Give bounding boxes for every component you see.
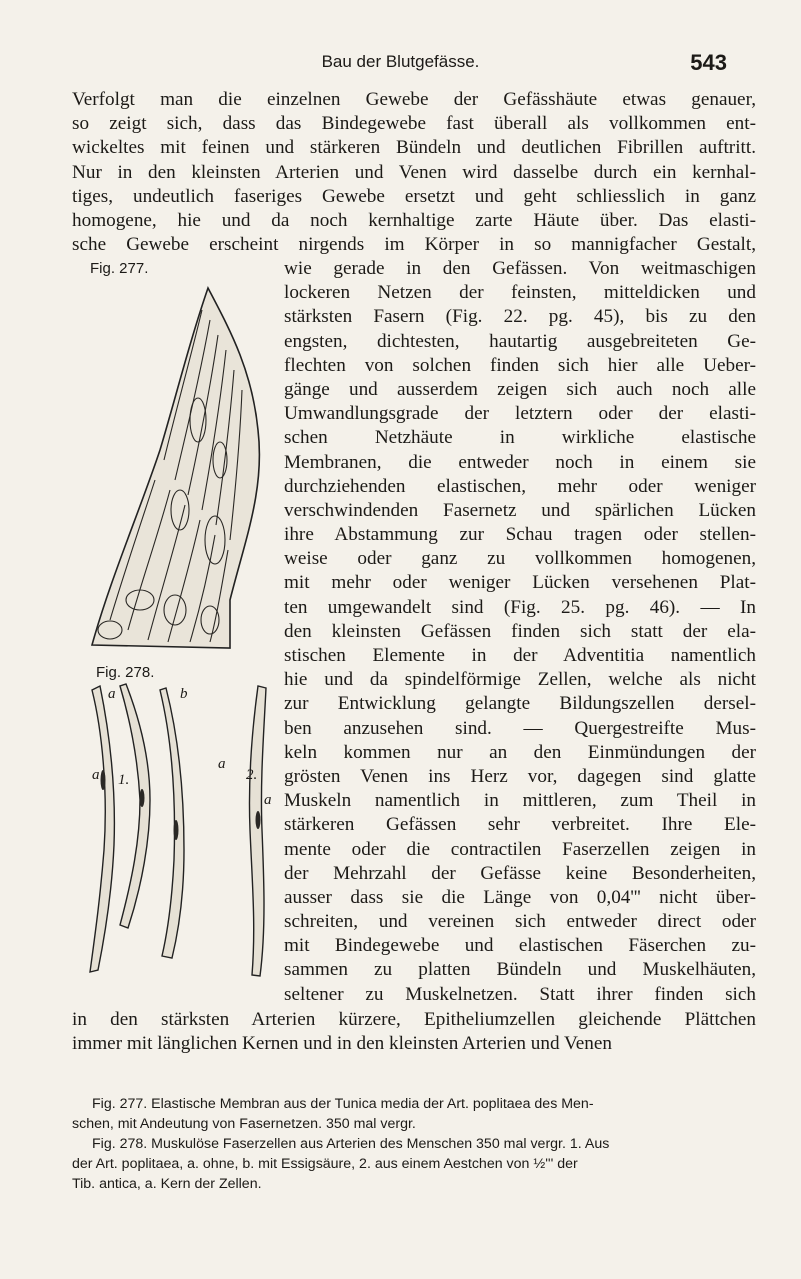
text-line: grösten Venen ins Herz vor, dagegen sind glatte (284, 765, 756, 787)
caption-277-line: Fig. 277. Elastische Membran aus der Tunica media der Art. poplitaea des Men- (92, 1096, 594, 1112)
text-line: ten umgewandelt sind (Fig. 25. pg. 46). — In (284, 596, 756, 618)
fig-278-label-1: 1. (118, 772, 130, 788)
text-line: mente oder die contractilen Faserzellen zeigen in (284, 838, 756, 860)
fig-278-illustration (80, 680, 280, 980)
text-line: immer mit länglichen Kernen und in den kleinsten Arterien und Venen (72, 1033, 612, 1055)
fiber-1-b (120, 684, 150, 928)
text-line: gänge und ausserdem zeigen sich auch noch alle (284, 378, 756, 400)
text-line: stärkeren Gefässen sehr verbreitet. Ihre Ele- (284, 814, 756, 836)
text-bottom (72, 1008, 756, 1056)
text-line: tiges, undeutlich faseriges Gewebe ersetzt und geht schliesslich in ganz (72, 185, 756, 207)
caption-278-line: Fig. 278. Muskulöse Faserzellen aus Arterien des Menschen 350 mal vergr. 1. Aus (92, 1136, 610, 1152)
fig-278-label-a-mid: a (218, 756, 226, 772)
text-line: zur Entwicklung gelangte Bildungszellen dersel- (284, 693, 756, 715)
text-line: sammen zu platten Bündeln und Muskelhäuten, (284, 959, 756, 981)
fiber-b (160, 688, 184, 958)
text-line: sche Gewebe erscheint nirgends im Körper in so mannigfacher Gestalt, (72, 234, 756, 256)
text-line: Nur in den kleinsten Arterien und Venen wird dasselbe durch ein kernhal- (72, 161, 756, 183)
fig-277-illustration (80, 280, 280, 670)
text-line: ihre Abstammung zur Schau tragen oder stellen- (284, 524, 756, 546)
fiber-a (90, 686, 114, 972)
text-line: Verfolgt man die einzelnen Gewebe der Gefässhäute etwas genauer, (72, 89, 756, 110)
fig-278-label-a-left: a (92, 767, 100, 783)
page-header (0, 52, 801, 82)
text-line: Muskeln namentlich in mittleren, zum Theil in (284, 790, 756, 812)
text-line: mit mehr oder weniger Lücken versehenen Plat- (284, 572, 756, 594)
text-line: Membranen, die entweder noch in einem sie (284, 451, 756, 473)
text-line: in den stärksten Arterien kürzere, Epitheliumzellen gleichende Plättchen (72, 1009, 756, 1030)
figure-captions (72, 1094, 756, 1194)
text-line: Umwandlungsgrade der letztern oder der elasti- (284, 403, 756, 425)
fig-278-label-a: a (108, 686, 116, 702)
text-line: engsten, dichtesten, hautartig ausgebreiteten Ge- (284, 330, 756, 352)
fig-277-label: Fig. 277. (90, 260, 149, 277)
text-line: keln kommen nur an den Einmündungen der (284, 741, 756, 763)
text-line: mit Bindegewebe und elastischen Fäserchen zu- (284, 935, 756, 957)
text-line: ben anzusehen sind. — Quergestreifte Mus- (284, 717, 756, 739)
text-line: wickeltes mit feinen und stärkeren Bündeln und deutlichen Fibrillen auftritt. (72, 137, 756, 159)
fiber-2 (249, 686, 266, 976)
caption-278-line: der Art. poplitaea, a. ohne, b. mit Essigsäure, 2. aus einem Aestchen von ½''' der (72, 1156, 578, 1172)
text-line: verschwindenden Fasernetz und spärlichen Lücken (284, 499, 756, 521)
text-line: weise oder ganz zu vollkommen homogenen, (284, 548, 756, 570)
text-line: stärksten Fasern (Fig. 22. pg. 45), bis zu den (284, 306, 756, 328)
text-line: schen Netzhäute in wirkliche elastische (284, 427, 756, 449)
text-line: flechten von solchen finden sich hier alle Ueber- (284, 354, 756, 376)
text-line: stischen Elemente in der Adventitia namentlich (284, 645, 756, 666)
text-line: hie und da spindelförmige Zellen, welche als nicht (284, 669, 756, 691)
fig-278-label-a-right: a (264, 792, 272, 808)
text-line: homogene, hie und da noch kernhaltige zarte Häute über. Das elasti- (72, 209, 756, 231)
text-line: der Mehrzahl der Gefässe keine Besonderheiten, (284, 862, 756, 884)
text-line: wie gerade in den Gefässen. Von weitmaschigen (284, 258, 756, 279)
fig-278-label-b: b (180, 686, 188, 702)
running-head: Bau der Blutgefässe. (321, 52, 480, 71)
text-line: durchziehenden elastischen, mehr oder weniger (284, 475, 756, 497)
page-number: 543 (690, 50, 727, 75)
caption-278-line: Tib. antica, a. Kern der Zellen. (72, 1176, 262, 1192)
text-wrap (284, 257, 756, 1007)
text-line: den kleinsten Gefässen finden sich statt der ela- (284, 620, 756, 642)
text-line: ausser dass sie die Länge von 0,04''' nicht über- (284, 886, 756, 908)
text-line: so zeigt sich, dass das Bindegewebe fast überall als vollkommen ent- (72, 113, 756, 135)
caption-277-line: schen, mit Andeutung von Fasernetzen. 350 mal vergr. (72, 1116, 416, 1132)
text-top (72, 88, 756, 257)
text-line: schreiten, und vereinen sich entweder direct oder (284, 911, 756, 933)
text-line: lockeren Netzen der feinsten, mitteldicken und (284, 282, 756, 304)
fig-278-label: Fig. 278. (96, 664, 155, 681)
text-line: seltener zu Muskelnetzen. Statt ihrer finden sich (284, 983, 756, 1005)
fig-278-label-2: 2. (246, 767, 258, 783)
